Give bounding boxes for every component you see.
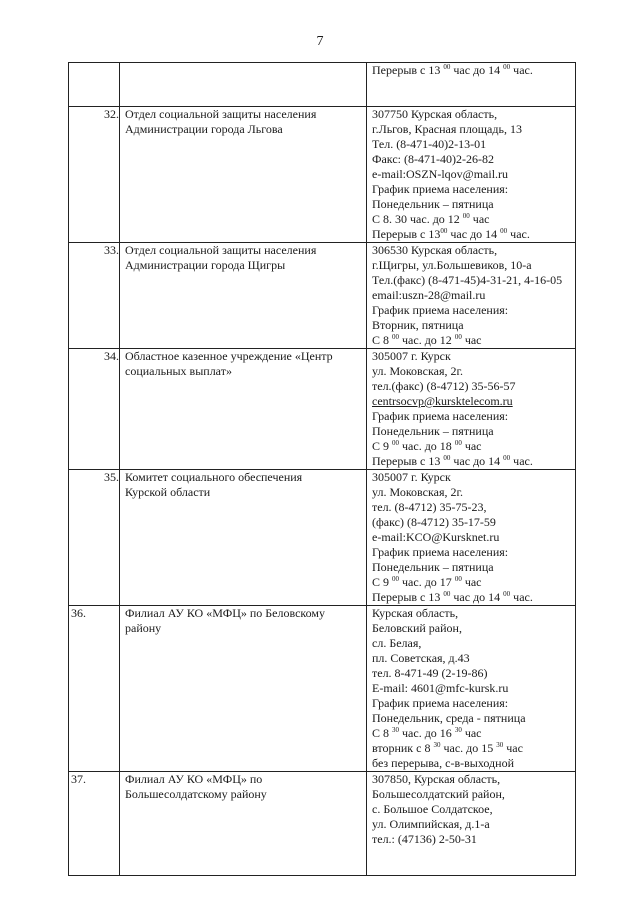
contact-text: 305007 г. Курск: [372, 470, 451, 484]
contact-text: час. до 17: [399, 575, 455, 589]
contact-line: [372, 409, 575, 424]
contact-line: [372, 651, 575, 666]
time-superscript: 00: [440, 227, 448, 235]
contact-text: Понедельник – пятница: [372, 197, 494, 211]
contact-line: [372, 485, 575, 500]
table-row: [69, 470, 576, 606]
contact-text: тел. (8-4712) 35-75-23,: [372, 500, 487, 514]
contact-line: [372, 212, 575, 227]
contact-line: [372, 832, 575, 847]
contact-text: тел.(факс) (8-4712) 35-56-57: [372, 379, 516, 393]
contact-line: [372, 122, 575, 137]
institution-name: [120, 107, 367, 243]
time-superscript: 30: [454, 726, 462, 734]
contact-text: час.: [510, 590, 533, 604]
contact-text: час до 14: [450, 63, 504, 77]
time-superscript: 30: [392, 726, 400, 734]
contact-line: [372, 621, 575, 636]
contact-line: [372, 137, 575, 152]
institution-name-line: району: [125, 621, 162, 635]
time-superscript: 00: [392, 439, 400, 447]
contact-info: [367, 772, 576, 876]
institution-name-line: Большесолдатскому району: [125, 787, 267, 801]
time-superscript: 00: [443, 63, 451, 71]
contact-line: [372, 107, 575, 122]
institution-name-line: Комитет социального обеспечения: [125, 470, 303, 484]
row-number: 34.: [69, 349, 120, 470]
institution-name: [120, 243, 367, 349]
row-number: 33.: [69, 243, 120, 349]
contact-info: [367, 107, 576, 243]
institution-name-line: Администрации города Льгова: [125, 122, 283, 136]
contact-text: С 8: [372, 726, 393, 740]
contact-text: График приема населения:: [372, 545, 509, 559]
contact-text: Понедельник, среда - пятница: [372, 711, 526, 725]
contact-text: час. до 12: [399, 333, 455, 347]
institution-name-line: Отдел социальной защиты населения: [125, 107, 317, 121]
contact-line: [372, 666, 575, 681]
contact-text: час.: [510, 454, 533, 468]
contact-text: Курская область,: [372, 606, 459, 620]
contact-line: [372, 530, 575, 545]
contact-line: [372, 711, 575, 726]
time-superscript: 00: [462, 212, 470, 220]
contact-text: Беловский район,: [372, 621, 462, 635]
row-number: 35.: [69, 470, 120, 606]
time-superscript: 00: [443, 590, 451, 598]
contact-text: Перерыв с 13: [372, 227, 441, 241]
contact-line: [372, 63, 575, 78]
contact-text: г.Щигры, ул.Большевиков, 10-а: [372, 258, 532, 272]
contact-text: Факс: (8-471-40)2-26-82: [372, 152, 494, 166]
contact-line: [372, 787, 575, 802]
contact-line: [372, 243, 575, 258]
institution-name-line: Филиал АУ КО «МФЦ» по Беловскому: [125, 606, 326, 620]
institution-name-line: Курской области: [125, 485, 211, 499]
institution-name: [120, 606, 367, 772]
contact-text: E-mail: 4601@mfc-kursk.ru: [372, 681, 509, 695]
institution-name-line: Отдел социальной защиты населения: [125, 243, 317, 257]
contact-text: час: [503, 741, 523, 755]
institution-name: [120, 470, 367, 606]
table-row: [69, 63, 576, 107]
contact-text: час. до 16: [399, 726, 455, 740]
contact-info: [367, 470, 576, 606]
contact-text: С 8: [372, 333, 393, 347]
institution-name-line: Областное казенное учреждение «Центр: [125, 349, 333, 363]
contact-text: час: [461, 726, 482, 740]
contact-text: пл. Советская, д.43: [372, 651, 470, 665]
contact-text: С 9: [372, 575, 393, 589]
time-superscript: 00: [503, 454, 511, 462]
contact-text: Перерыв с 13: [372, 454, 444, 468]
contact-line: [372, 394, 575, 409]
contact-text: час. до 18: [399, 439, 455, 453]
contact-line: [372, 590, 575, 605]
contact-text: ул. Моковская, 2г.: [372, 364, 464, 378]
table-row: [69, 107, 576, 243]
contact-text: час до 14: [447, 227, 501, 241]
contact-text: email:uszn-28@mail.ru: [372, 288, 486, 302]
contact-text: вторник с 8: [372, 741, 434, 755]
contact-text: час: [461, 575, 482, 589]
contact-line: [372, 288, 575, 303]
contact-line: [372, 545, 575, 560]
contact-line: [372, 333, 575, 348]
contact-info: [367, 63, 576, 107]
time-superscript: 00: [500, 227, 508, 235]
time-superscript: 00: [454, 439, 462, 447]
time-superscript: 30: [496, 741, 504, 749]
contact-text: 307750 Курская область,: [372, 107, 498, 121]
contact-info: [367, 243, 576, 349]
institutions-table: [68, 62, 576, 876]
contact-text: г.Льгов, Красная площадь, 13: [372, 122, 522, 136]
contact-text: час.: [507, 227, 530, 241]
contact-text: Понедельник – пятница: [372, 424, 494, 438]
contact-text: ул. Олимпийская, д.1-а: [372, 817, 490, 831]
contact-text: час: [461, 439, 482, 453]
contact-text: График приема населения:: [372, 409, 509, 423]
contact-text: График приема населения:: [372, 696, 509, 710]
contact-text: час. до 15: [440, 741, 497, 755]
time-superscript: 30: [433, 741, 441, 749]
contact-line: [372, 227, 575, 242]
contact-line: [372, 772, 575, 787]
contact-text: с. Большое Солдатское,: [372, 802, 493, 816]
contact-info: [367, 349, 576, 470]
contact-line: [372, 258, 575, 273]
contact-line: [372, 152, 575, 167]
row-number: 32.: [69, 107, 120, 243]
contact-text: час: [469, 212, 490, 226]
contact-text: График приема населения:: [372, 182, 509, 196]
contact-text: 306530 Курская область,: [372, 243, 498, 257]
contact-text: Перерыв с 13: [372, 590, 444, 604]
time-superscript: 00: [443, 454, 451, 462]
contact-text: час до 14: [450, 590, 504, 604]
contact-line: [372, 606, 575, 621]
time-superscript: 00: [454, 333, 462, 341]
contact-text: (факс) (8-4712) 35-17-59: [372, 515, 496, 529]
row-number: 37.: [69, 772, 120, 876]
table-row: [69, 772, 576, 876]
contact-line: [372, 303, 575, 318]
contact-line: [372, 273, 575, 288]
contact-text: 305007 г. Курск: [372, 349, 451, 363]
contact-text: Большесолдатский район,: [372, 787, 505, 801]
institution-name-line: социальных выплат»: [125, 364, 232, 378]
institution-name-line: Администрации города Щигры: [125, 258, 286, 272]
contact-text: тел.: (47136) 2-50-31: [372, 832, 477, 846]
contact-line: [372, 439, 575, 454]
institution-name: [120, 63, 367, 107]
row-number: [69, 63, 120, 107]
contact-line: [372, 182, 575, 197]
contact-line: [372, 756, 575, 771]
contact-text: час: [461, 333, 482, 347]
contact-text: Перерыв с 13: [372, 63, 444, 77]
contact-line: [372, 515, 575, 530]
contact-line: [372, 349, 575, 364]
contact-line: [372, 681, 575, 696]
page-number: 7: [316, 34, 324, 49]
contact-text: centrsocvp@kursktelecom.ru: [372, 394, 513, 408]
contact-line: [372, 636, 575, 651]
contact-line: [372, 364, 575, 379]
contact-text: С 9: [372, 439, 393, 453]
institution-name: [120, 772, 367, 876]
contact-text: ул. Моковская, 2г.: [372, 485, 464, 499]
table-row: [69, 606, 576, 772]
time-superscript: 00: [454, 575, 462, 583]
contact-line: [372, 802, 575, 817]
contact-text: тел. 8-471-49 (2-19-86): [372, 666, 488, 680]
contact-text: С 8. 30 час. до 12: [372, 212, 463, 226]
contact-line: [372, 726, 575, 741]
table-row: [69, 243, 576, 349]
contact-line: [372, 379, 575, 394]
contact-text: Вторник, пятница: [372, 318, 464, 332]
contact-line: [372, 167, 575, 182]
contact-text: Понедельник – пятница: [372, 560, 494, 574]
contact-text: без перерыва, с-в-выходной: [372, 756, 514, 770]
contact-text: График приема населения:: [372, 303, 509, 317]
time-superscript: 00: [392, 333, 400, 341]
contact-text: Тел. (8-471-40)2-13-01: [372, 137, 487, 151]
time-superscript: 00: [503, 590, 511, 598]
contact-info: [367, 606, 576, 772]
contact-text: e-mail:KCO@Kursknet.ru: [372, 530, 500, 544]
contact-line: [372, 817, 575, 832]
institution-name: [120, 349, 367, 470]
contact-text: час.: [510, 63, 533, 77]
contact-text: час до 14: [450, 454, 504, 468]
institution-name-line: Филиал АУ КО «МФЦ» по: [125, 772, 263, 786]
contact-line: [372, 560, 575, 575]
time-superscript: 00: [392, 575, 400, 583]
contact-line: [372, 197, 575, 212]
table-row: [69, 349, 576, 470]
contact-line: [372, 470, 575, 485]
contact-line: [372, 454, 575, 469]
contact-line: [372, 575, 575, 590]
contact-line: [372, 318, 575, 333]
contact-text: 307850, Курская область,: [372, 772, 501, 786]
contact-line: [372, 741, 575, 756]
contact-line: [372, 696, 575, 711]
row-number: 36.: [69, 606, 120, 772]
contact-text: сл. Белая,: [372, 636, 422, 650]
contact-text: Тел.(факс) (8-471-45)4-31-21, 4-16-05: [372, 273, 563, 287]
contact-line: [372, 500, 575, 515]
contact-line: [372, 424, 575, 439]
time-superscript: 00: [503, 63, 511, 71]
contact-text: e-mail:OSZN-lqov@mail.ru: [372, 167, 509, 181]
